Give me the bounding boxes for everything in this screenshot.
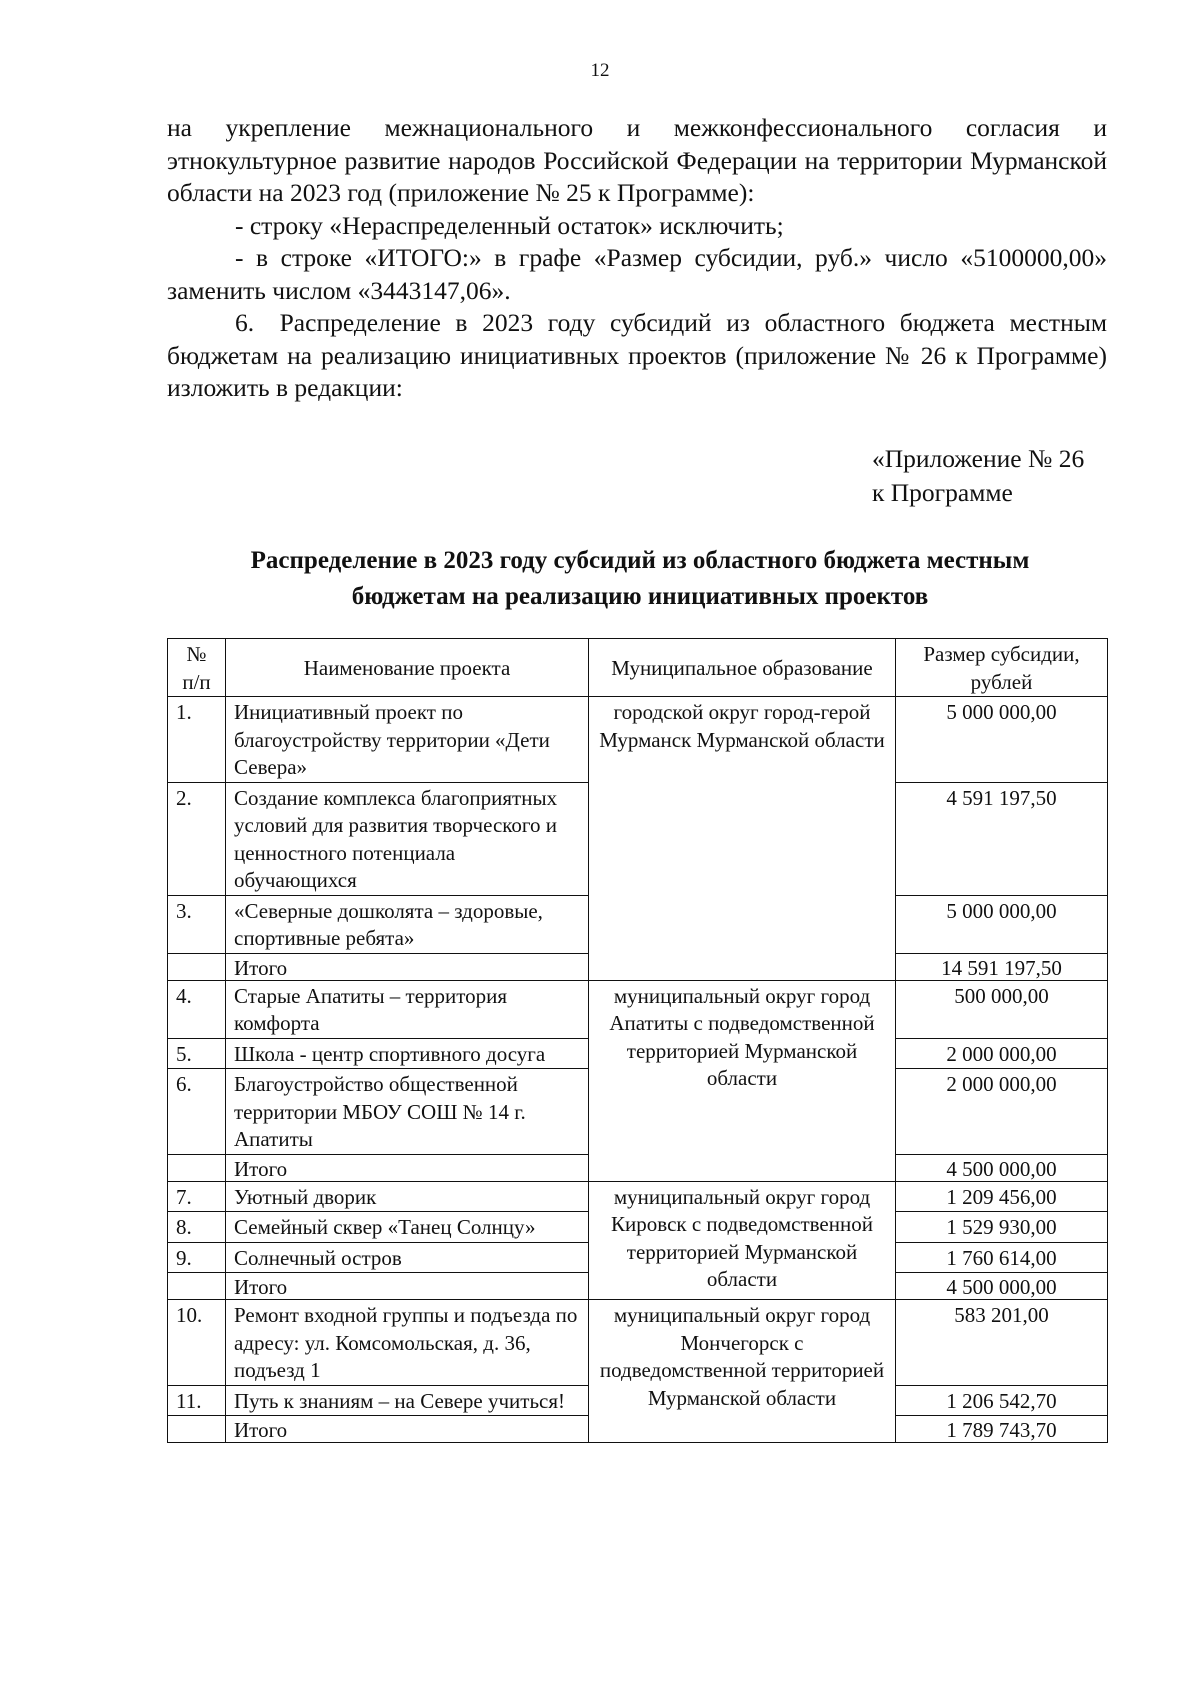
project-name: Семейный сквер «Танец Солнцу» [226,1212,589,1243]
amount-cell: 2 000 000,00 [896,1038,1108,1069]
municipality-cell: муниципальный округ город Мончегорск с подведомственной территорией Мурманской области [589,1300,896,1443]
total-amount: 4 500 000,00 [896,1154,1108,1181]
row-num [168,953,226,980]
table-row [168,1300,1108,1386]
header-project: Наименование проекта [226,639,589,697]
amount-cell: 2 000 000,00 [896,1069,1108,1155]
total-amount: 4 500 000,00 [896,1273,1108,1300]
row-num [168,1154,226,1181]
project-name: Уютный дворик [226,1181,589,1212]
row-num: 11. [168,1385,226,1416]
amount-cell: 1 206 542,70 [896,1385,1108,1416]
table-row [168,1181,1108,1212]
project-name: Инициативный проект по благоустройству территории «Дети Севера» [226,697,589,783]
amount-cell: 1 529 930,00 [896,1212,1108,1243]
amount-cell: 4 591 197,50 [896,782,1108,895]
body-text [167,112,1107,405]
total-label: Итого [226,1273,589,1300]
row-num: 1. [168,697,226,783]
header-municipality: Муниципальное образование [589,639,896,697]
row-num: 2. [168,782,226,895]
row-num: 7. [168,1181,226,1212]
project-name: Благоустройство общественной территории МБОУ СОШ № 14 г. Апатиты [226,1069,589,1155]
subsidy-table [167,638,1108,1443]
table-row [168,980,1108,1038]
amount-cell: 500 000,00 [896,980,1108,1038]
amount-cell: 583 201,00 [896,1300,1108,1386]
project-name: Школа - центр спортивного досуга [226,1038,589,1069]
row-num: 8. [168,1212,226,1243]
page-number: 12 [590,60,610,81]
document-title-line: Распределение в 2023 году субсидий из областного бюджета местным [250,547,1030,574]
project-name: Создание комплекса благоприятных условий для развития творческого и ценностного потенциала обучающихся [226,782,589,895]
paragraph: на укрепление межнационального и межконфессионального согласия и этнокультурное развитие народов Российской Федерации на территории Мурманской области на 2023 год (приложение № 25 к Программе): [167,113,1107,207]
row-num [168,1273,226,1300]
total-label: Итого [226,953,589,980]
paragraph: - строку «Нераспределенный остаток» исключить; [235,210,784,240]
project-name: Ремонт входной группы и подъезда по адресу: ул. Комсомольская, д. 36, подъезд 1 [226,1300,589,1386]
appendix-reference-line: к Программе [872,478,1013,507]
amount-cell: 1 209 456,00 [896,1181,1108,1212]
total-amount: 1 789 743,70 [896,1416,1108,1443]
row-num: 6. [168,1069,226,1155]
table-header-row [168,639,1108,697]
header-num: № п/п [168,639,226,697]
project-name: Солнечный остров [226,1242,589,1273]
project-name: Старые Апатиты – территория комфорта [226,980,589,1038]
paragraph: - в строке «ИТОГО:» в графе «Размер субсидии, руб.» число «5100000,00» заменить числом «3443147,06». [167,243,1107,305]
project-name: «Северные дошколята – здоровые, спортивные ребята» [226,895,589,953]
table-row [168,697,1108,783]
row-num: 5. [168,1038,226,1069]
total-label: Итого [226,1154,589,1181]
row-num [168,1416,226,1443]
document-title [160,543,1120,615]
paragraph: 6. Распределение в 2023 году субсидий из областного бюджета местным бюджетам на реализацию инициативных проектов (приложение № 26 к Программе) изложить в редакции: [167,308,1107,402]
municipality-cell: муниципальный округ город Апатиты с подведомственной территорией Мурманской области [589,980,896,1181]
row-num: 9. [168,1242,226,1273]
amount-cell: 1 760 614,00 [896,1242,1108,1273]
document-title-line: бюджетам на реализацию инициативных проектов [351,583,929,610]
header-amount: Размер субсидии, рублей [896,639,1108,697]
municipality-cell: городской округ город-герой Мурманск Мурманской области [589,697,896,981]
municipality-cell: муниципальный округ город Кировск с подведомственной территорией Мурманской области [589,1181,896,1300]
project-name: Путь к знаниям – на Севере учиться! [226,1385,589,1416]
total-label: Итого [226,1416,589,1443]
amount-cell: 5 000 000,00 [896,895,1108,953]
appendix-reference-line: «Приложение № 26 [872,444,1085,473]
row-num: 4. [168,980,226,1038]
appendix-reference [872,442,1084,510]
total-amount: 14 591 197,50 [896,953,1108,980]
amount-cell: 5 000 000,00 [896,697,1108,783]
row-num: 10. [168,1300,226,1386]
row-num: 3. [168,895,226,953]
